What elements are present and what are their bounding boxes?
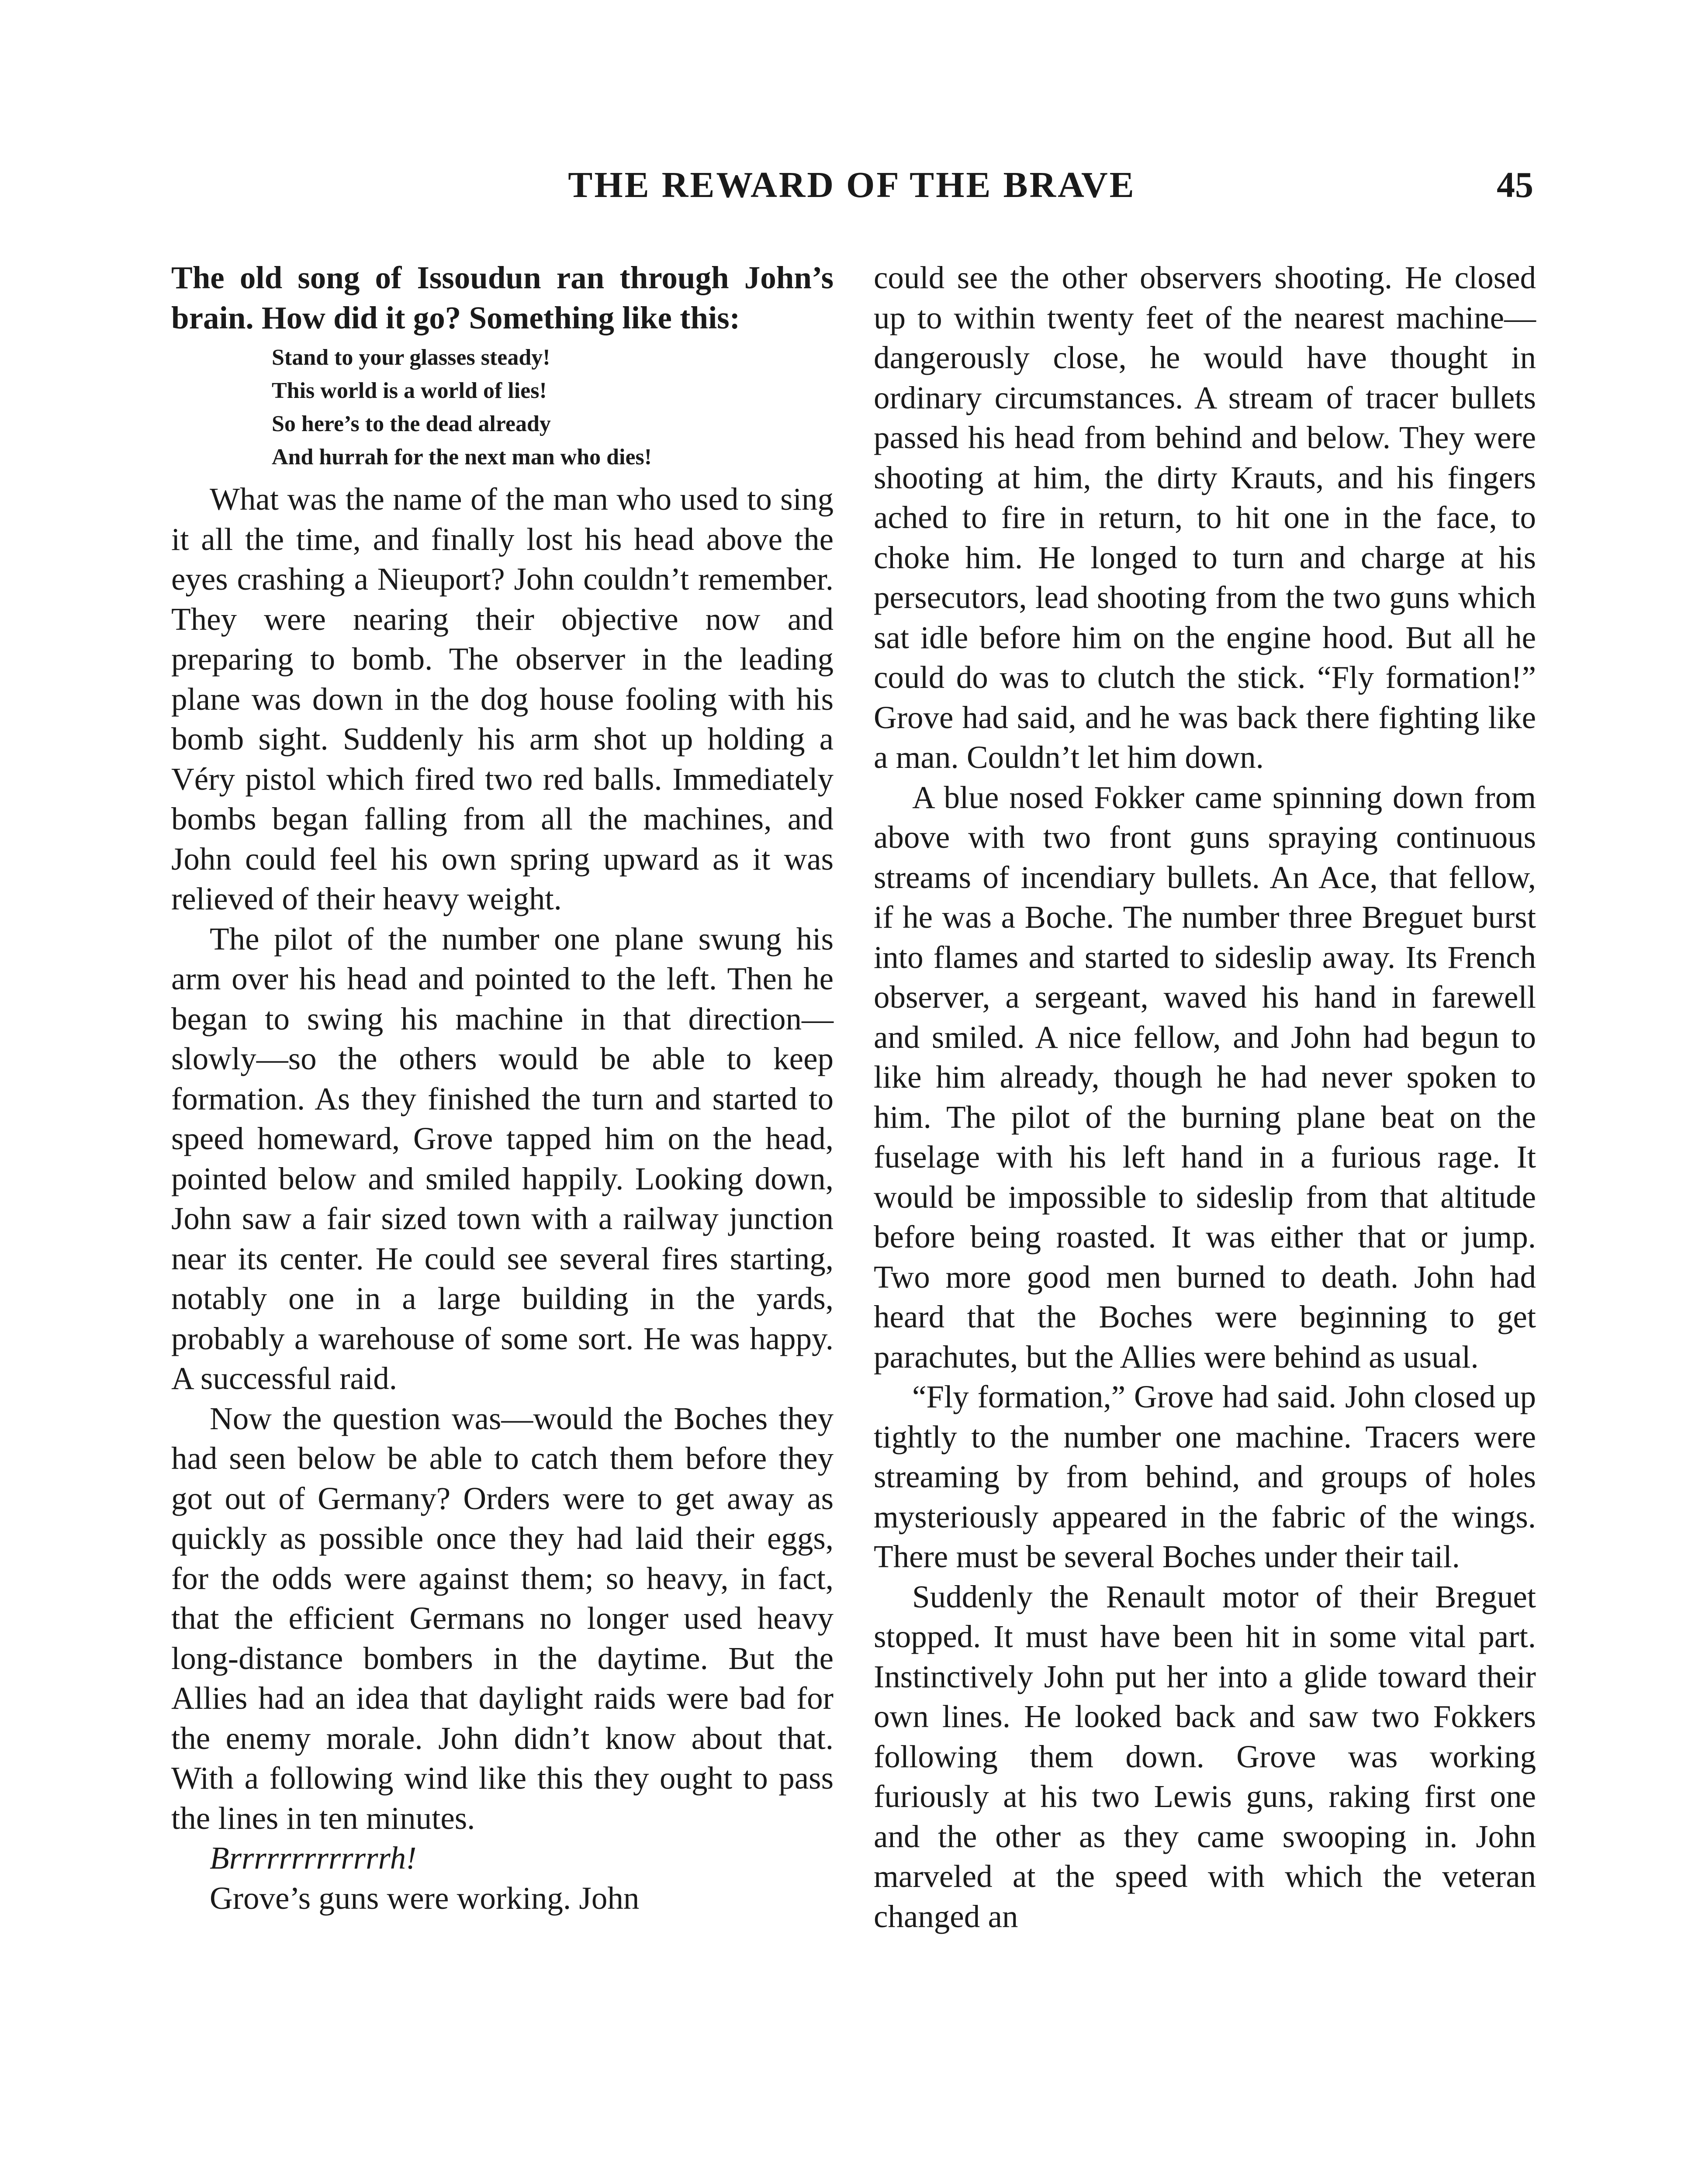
song-verse (272, 341, 834, 474)
intro-paragraph: The old song of Issoudun ran through John’s brain. How did it go? Something like this: (171, 260, 834, 335)
paragraph-continues: Grove’s guns were working. John (210, 1880, 640, 1916)
paragraph: What was the name of the man who used to sing it all the time, and finally lost his head above the eyes crashing a Nieuport? John couldn’t remember. They were nearing their objective now and preparing to bomb. The observer in the leading plane was down in the dog house fooling with his bomb sight. Suddenly his arm shot up holding a Véry pistol which fired two red balls. Immediately bombs began falling from all the machines, and John could feel his own spring upward as it was relieved of their heavy weight. (171, 481, 834, 916)
paragraph: The pilot of the number one plane swung his arm over his head and pointed to the left. Then he began to swing his machine in that direction—slowly—so the others would be able to keep formation. As they finished the turn and started to speed homeward, Grove tapped him on the head, pointed below and smiled happily. Looking down, John saw a fair sized town with a railway junction near its center. He could see several fires starting, notably one in a large building in the yards, probably a warehouse of some sort. He was happy. A successful raid. (171, 921, 834, 1396)
paragraph: A blue nosed Fokker came spinning down from above with two front guns spraying continuous streams of incendiary bullets. An Ace, that fellow, if he was a Boche. The number three Breguet burst into flames and started to sideslip away. Its French observer, a sergeant, waved his hand in farewell and smiled. A nice fellow, and John had begun to like him already, though he had never spoken to him. The pilot of the burning plane beat on the fuselage with his left hand in a furious rage. It would be impossible to sideslip from that altitude before being roasted. It was either that or jump. Two more good men burned to death. John had heard that the Boches were beginning to get parachutes, but the Allies were behind as usual. (874, 779, 1536, 1375)
left-column (171, 258, 834, 1918)
verse-line: So here’s to the dead already (272, 411, 551, 436)
page-number: 45 (1497, 165, 1533, 205)
verse-line: This world is a world of lies! (272, 378, 547, 403)
verse-line: And hurrah for the next man who dies! (272, 445, 652, 470)
paragraph: Suddenly the Renault motor of their Breguet stopped. It must have been hit in some vital part. Instinctively John put her into a glide toward their own lines. He looked back and saw two Fokkers following them down. Grove was working furiously at his two Lewis guns, raking first one and the other as they came swooping in. John marveled at the speed with which the veteran changed an (874, 1579, 1536, 1934)
continued-paragraph: could see the other observers shooting. He closed up to within twenty feet of the nearest machine—dangerously close, he would have thought in ordinary circumstances. A stream of tracer bullets passed his head from behind and below. They were shooting at him, the dirty Krauts, and his fingers ached to fire in return, to hit one in the face, to choke him. He longed to turn and charge at his persecutors, lead shooting from the two guns which sat idle before him on the engine hood. But all he could do was to clutch the stick. “Fly formation!” Grove had said, and he was back there fighting like a man. Couldn’t let him down. (874, 260, 1536, 775)
sound-effect: Brrrrrrrrrrrrrh! (210, 1840, 417, 1876)
verse-line: Stand to your glasses steady! (272, 345, 550, 370)
paragraph: “Fly formation,” Grove had said. John closed up tightly to the number one machine. Tracers were streaming by from behind, and groups of holes mysteriously appeared in the fabric of the wings. There must be several Boches under their tail. (874, 1379, 1536, 1574)
right-column (874, 258, 1536, 1936)
running-head (170, 164, 1533, 216)
running-title: THE REWARD OF THE BRAVE (568, 165, 1136, 205)
paragraph: Now the question was—would the Boches they had seen below be able to catch them before they got out of Germany? Orders were to get away as quickly as possible once they had laid their eggs, for the odds were against them; so heavy, in fact, that the efficient Germans no longer used heavy long-distance bombers in the daytime. But the Allies had an idea that daylight raids were bad for the enemy morale. John didn’t know about that. With a following wind like this they ought to pass the lines in ten minutes. (171, 1400, 834, 1836)
